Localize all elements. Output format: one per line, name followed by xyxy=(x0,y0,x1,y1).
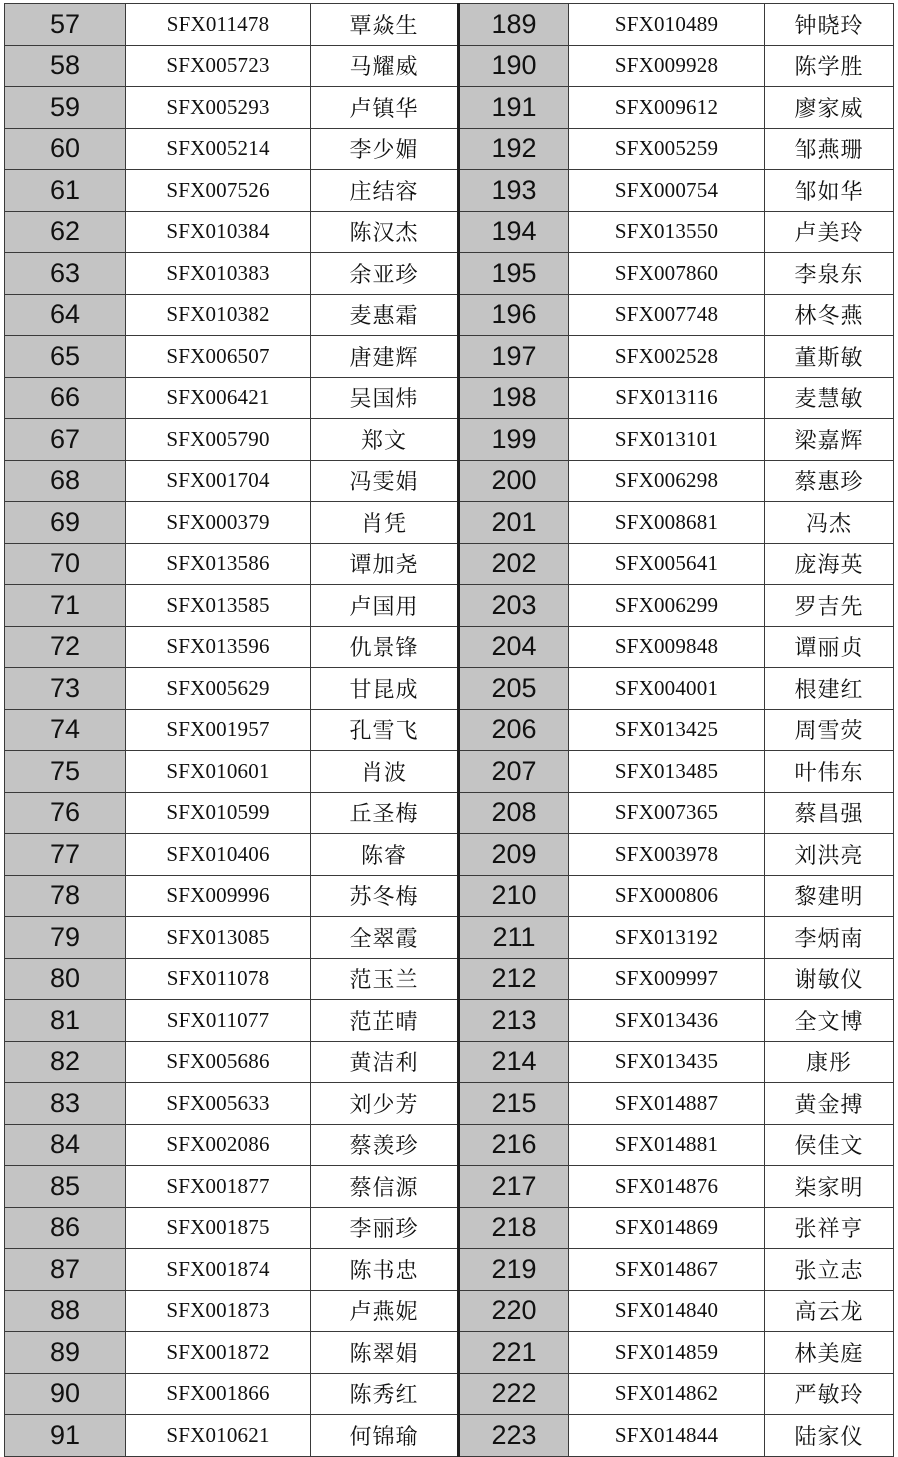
member-code-left: SFX005293 xyxy=(126,87,311,129)
member-name-left: 陈秀红 xyxy=(311,1373,459,1415)
table-row xyxy=(5,626,894,668)
member-name-right: 张祥亨 xyxy=(765,1207,894,1249)
member-name-left: 陈睿 xyxy=(311,834,459,876)
row-number-left: 81 xyxy=(5,1000,126,1042)
member-name-left: 丘圣梅 xyxy=(311,792,459,834)
member-name-left: 唐建辉 xyxy=(311,336,459,378)
member-code-right: SFX014867 xyxy=(569,1249,765,1291)
member-code-left: SFX005790 xyxy=(126,419,311,461)
member-name-left: 余亚珍 xyxy=(311,253,459,295)
member-name-right: 李泉东 xyxy=(765,253,894,295)
table-row xyxy=(5,1332,894,1374)
row-number-right: 207 xyxy=(459,751,569,793)
member-name-right: 根建红 xyxy=(765,668,894,710)
table-row xyxy=(5,668,894,710)
member-name-left: 陈书忠 xyxy=(311,1249,459,1291)
row-number-left: 65 xyxy=(5,336,126,378)
roster-table-body xyxy=(5,4,894,1457)
member-name-right: 梁嘉辉 xyxy=(765,419,894,461)
member-code-right: SFX009612 xyxy=(569,87,765,129)
member-code-right: SFX013425 xyxy=(569,709,765,751)
member-name-left: 孔雪飞 xyxy=(311,709,459,751)
member-code-right: SFX006298 xyxy=(569,460,765,502)
member-code-right: SFX014869 xyxy=(569,1207,765,1249)
member-name-left: 吴国炜 xyxy=(311,377,459,419)
row-number-left: 88 xyxy=(5,1290,126,1332)
member-name-right: 严敏玲 xyxy=(765,1373,894,1415)
member-name-right: 蔡惠珍 xyxy=(765,460,894,502)
member-name-left: 全翠霞 xyxy=(311,917,459,959)
row-number-right: 212 xyxy=(459,958,569,1000)
member-name-right: 谭丽贞 xyxy=(765,626,894,668)
member-name-right: 卢美玲 xyxy=(765,211,894,253)
table-row xyxy=(5,958,894,1000)
member-name-left: 郑文 xyxy=(311,419,459,461)
member-code-left: SFX002086 xyxy=(126,1124,311,1166)
row-number-right: 192 xyxy=(459,128,569,170)
member-code-left: SFX001704 xyxy=(126,460,311,502)
member-code-left: SFX005629 xyxy=(126,668,311,710)
member-code-right: SFX003978 xyxy=(569,834,765,876)
member-code-left: SFX013085 xyxy=(126,917,311,959)
row-number-left: 86 xyxy=(5,1207,126,1249)
member-code-right: SFX007860 xyxy=(569,253,765,295)
member-code-left: SFX010406 xyxy=(126,834,311,876)
member-name-left: 陈翠娟 xyxy=(311,1332,459,1374)
row-number-left: 75 xyxy=(5,751,126,793)
row-number-left: 62 xyxy=(5,211,126,253)
member-name-left: 冯雯娟 xyxy=(311,460,459,502)
row-number-right: 201 xyxy=(459,502,569,544)
member-code-left: SFX011077 xyxy=(126,1000,311,1042)
member-name-right: 钟晓玲 xyxy=(765,4,894,46)
row-number-right: 202 xyxy=(459,543,569,585)
row-number-left: 84 xyxy=(5,1124,126,1166)
member-code-left: SFX010599 xyxy=(126,792,311,834)
member-name-left: 李少媚 xyxy=(311,128,459,170)
table-row xyxy=(5,1249,894,1291)
table-row xyxy=(5,336,894,378)
table-row xyxy=(5,1166,894,1208)
row-number-right: 194 xyxy=(459,211,569,253)
member-name-right: 张立志 xyxy=(765,1249,894,1291)
row-number-right: 204 xyxy=(459,626,569,668)
member-code-left: SFX009996 xyxy=(126,875,311,917)
member-code-left: SFX005633 xyxy=(126,1083,311,1125)
row-number-right: 190 xyxy=(459,45,569,87)
member-name-left: 蔡羡珍 xyxy=(311,1124,459,1166)
table-row xyxy=(5,751,894,793)
member-code-left: SFX011478 xyxy=(126,4,311,46)
member-code-left: SFX010601 xyxy=(126,751,311,793)
member-code-right: SFX000806 xyxy=(569,875,765,917)
table-row xyxy=(5,128,894,170)
member-name-right: 侯佳文 xyxy=(765,1124,894,1166)
row-number-right: 215 xyxy=(459,1083,569,1125)
row-number-left: 70 xyxy=(5,543,126,585)
member-code-left: SFX010384 xyxy=(126,211,311,253)
row-number-right: 195 xyxy=(459,253,569,295)
table-row xyxy=(5,211,894,253)
row-number-right: 220 xyxy=(459,1290,569,1332)
table-row xyxy=(5,294,894,336)
member-name-left: 卢燕妮 xyxy=(311,1290,459,1332)
member-name-left: 肖波 xyxy=(311,751,459,793)
row-number-right: 213 xyxy=(459,1000,569,1042)
table-row xyxy=(5,1290,894,1332)
member-code-right: SFX014840 xyxy=(569,1290,765,1332)
member-code-left: SFX005214 xyxy=(126,128,311,170)
member-name-left: 马耀威 xyxy=(311,45,459,87)
row-number-left: 87 xyxy=(5,1249,126,1291)
member-code-right: SFX009848 xyxy=(569,626,765,668)
member-code-left: SFX001873 xyxy=(126,1290,311,1332)
table-row xyxy=(5,917,894,959)
row-number-right: 214 xyxy=(459,1041,569,1083)
member-name-left: 甘昆成 xyxy=(311,668,459,710)
member-code-right: SFX013550 xyxy=(569,211,765,253)
member-code-right: SFX014887 xyxy=(569,1083,765,1125)
member-code-right: SFX000754 xyxy=(569,170,765,212)
row-number-left: 72 xyxy=(5,626,126,668)
row-number-left: 71 xyxy=(5,585,126,627)
member-name-right: 黄金搏 xyxy=(765,1083,894,1125)
member-code-left: SFX001874 xyxy=(126,1249,311,1291)
row-number-right: 198 xyxy=(459,377,569,419)
member-name-left: 谭加尧 xyxy=(311,543,459,585)
member-code-right: SFX008681 xyxy=(569,502,765,544)
row-number-right: 217 xyxy=(459,1166,569,1208)
table-row xyxy=(5,1207,894,1249)
member-code-right: SFX006299 xyxy=(569,585,765,627)
member-name-left: 麦惠霜 xyxy=(311,294,459,336)
member-code-left: SFX001877 xyxy=(126,1166,311,1208)
row-number-right: 205 xyxy=(459,668,569,710)
member-name-right: 林美庭 xyxy=(765,1332,894,1374)
row-number-right: 191 xyxy=(459,87,569,129)
member-code-left: SFX010383 xyxy=(126,253,311,295)
row-number-left: 85 xyxy=(5,1166,126,1208)
member-name-left: 仇景锋 xyxy=(311,626,459,668)
row-number-left: 69 xyxy=(5,502,126,544)
row-number-right: 203 xyxy=(459,585,569,627)
table-row xyxy=(5,170,894,212)
member-code-right: SFX005641 xyxy=(569,543,765,585)
member-code-left: SFX007526 xyxy=(126,170,311,212)
member-name-right: 康彤 xyxy=(765,1041,894,1083)
member-name-left: 刘少芳 xyxy=(311,1083,459,1125)
table-row xyxy=(5,1373,894,1415)
row-number-left: 59 xyxy=(5,87,126,129)
table-row xyxy=(5,460,894,502)
row-number-left: 83 xyxy=(5,1083,126,1125)
member-code-right: SFX009928 xyxy=(569,45,765,87)
row-number-left: 64 xyxy=(5,294,126,336)
member-code-left: SFX001875 xyxy=(126,1207,311,1249)
member-name-left: 范芷晴 xyxy=(311,1000,459,1042)
table-row xyxy=(5,1041,894,1083)
member-code-left: SFX013586 xyxy=(126,543,311,585)
member-code-right: SFX014862 xyxy=(569,1373,765,1415)
member-name-left: 蔡信源 xyxy=(311,1166,459,1208)
row-number-right: 209 xyxy=(459,834,569,876)
row-number-right: 221 xyxy=(459,1332,569,1374)
member-code-right: SFX014876 xyxy=(569,1166,765,1208)
member-code-right: SFX014859 xyxy=(569,1332,765,1374)
row-number-left: 74 xyxy=(5,709,126,751)
table-row xyxy=(5,792,894,834)
table-row xyxy=(5,419,894,461)
member-name-right: 李炳南 xyxy=(765,917,894,959)
member-name-right: 陆家仪 xyxy=(765,1415,894,1457)
member-name-right: 谢敏仪 xyxy=(765,958,894,1000)
table-row xyxy=(5,585,894,627)
table-row xyxy=(5,87,894,129)
member-code-right: SFX013116 xyxy=(569,377,765,419)
member-code-right: SFX013101 xyxy=(569,419,765,461)
row-number-left: 67 xyxy=(5,419,126,461)
member-name-left: 肖凭 xyxy=(311,502,459,544)
table-row xyxy=(5,1124,894,1166)
row-number-right: 193 xyxy=(459,170,569,212)
member-name-right: 林冬燕 xyxy=(765,294,894,336)
table-row xyxy=(5,709,894,751)
row-number-right: 199 xyxy=(459,419,569,461)
table-row xyxy=(5,875,894,917)
member-name-right: 麦慧敏 xyxy=(765,377,894,419)
member-name-right: 邹如华 xyxy=(765,170,894,212)
row-number-left: 76 xyxy=(5,792,126,834)
member-name-right: 周雪荧 xyxy=(765,709,894,751)
row-number-right: 219 xyxy=(459,1249,569,1291)
table-row xyxy=(5,253,894,295)
table-row xyxy=(5,502,894,544)
member-name-left: 苏冬梅 xyxy=(311,875,459,917)
member-name-right: 董斯敏 xyxy=(765,336,894,378)
row-number-left: 77 xyxy=(5,834,126,876)
member-code-left: SFX006507 xyxy=(126,336,311,378)
member-name-right: 高云龙 xyxy=(765,1290,894,1332)
table-row xyxy=(5,834,894,876)
member-name-left: 庄结容 xyxy=(311,170,459,212)
member-code-left: SFX005686 xyxy=(126,1041,311,1083)
row-number-left: 66 xyxy=(5,377,126,419)
member-code-left: SFX006421 xyxy=(126,377,311,419)
member-code-right: SFX007365 xyxy=(569,792,765,834)
row-number-left: 80 xyxy=(5,958,126,1000)
member-code-right: SFX002528 xyxy=(569,336,765,378)
row-number-right: 223 xyxy=(459,1415,569,1457)
member-name-left: 覃焱生 xyxy=(311,4,459,46)
member-name-right: 柒家明 xyxy=(765,1166,894,1208)
member-code-left: SFX001866 xyxy=(126,1373,311,1415)
row-number-right: 210 xyxy=(459,875,569,917)
member-code-left: SFX000379 xyxy=(126,502,311,544)
row-number-right: 197 xyxy=(459,336,569,378)
member-name-left: 李丽珍 xyxy=(311,1207,459,1249)
row-number-right: 200 xyxy=(459,460,569,502)
member-name-right: 廖家威 xyxy=(765,87,894,129)
member-name-right: 陈学胜 xyxy=(765,45,894,87)
member-code-left: SFX001872 xyxy=(126,1332,311,1374)
row-number-left: 90 xyxy=(5,1373,126,1415)
row-number-right: 196 xyxy=(459,294,569,336)
member-code-left: SFX013585 xyxy=(126,585,311,627)
row-number-right: 218 xyxy=(459,1207,569,1249)
member-code-right: SFX009997 xyxy=(569,958,765,1000)
member-name-right: 蔡昌强 xyxy=(765,792,894,834)
row-number-left: 61 xyxy=(5,170,126,212)
member-name-right: 冯杰 xyxy=(765,502,894,544)
row-number-right: 211 xyxy=(459,917,569,959)
member-code-right: SFX014844 xyxy=(569,1415,765,1457)
table-row xyxy=(5,1415,894,1457)
table-row xyxy=(5,1000,894,1042)
member-code-right: SFX013485 xyxy=(569,751,765,793)
member-name-left: 何锦瑜 xyxy=(311,1415,459,1457)
member-code-right: SFX013192 xyxy=(569,917,765,959)
row-number-right: 222 xyxy=(459,1373,569,1415)
member-name-right: 全文博 xyxy=(765,1000,894,1042)
member-name-left: 陈汉杰 xyxy=(311,211,459,253)
member-code-left: SFX005723 xyxy=(126,45,311,87)
table-row xyxy=(5,4,894,46)
row-number-left: 73 xyxy=(5,668,126,710)
row-number-left: 89 xyxy=(5,1332,126,1374)
row-number-left: 78 xyxy=(5,875,126,917)
row-number-left: 63 xyxy=(5,253,126,295)
row-number-right: 189 xyxy=(459,4,569,46)
member-code-right: SFX004001 xyxy=(569,668,765,710)
row-number-left: 58 xyxy=(5,45,126,87)
table-row xyxy=(5,45,894,87)
row-number-left: 60 xyxy=(5,128,126,170)
row-number-left: 79 xyxy=(5,917,126,959)
table-row xyxy=(5,1083,894,1125)
member-name-right: 邹燕珊 xyxy=(765,128,894,170)
member-name-right: 刘洪亮 xyxy=(765,834,894,876)
member-code-right: SFX010489 xyxy=(569,4,765,46)
member-code-right: SFX013435 xyxy=(569,1041,765,1083)
member-code-right: SFX007748 xyxy=(569,294,765,336)
row-number-left: 82 xyxy=(5,1041,126,1083)
member-code-left: SFX010382 xyxy=(126,294,311,336)
row-number-right: 216 xyxy=(459,1124,569,1166)
row-number-left: 91 xyxy=(5,1415,126,1457)
member-name-left: 范玉兰 xyxy=(311,958,459,1000)
member-name-right: 叶伟东 xyxy=(765,751,894,793)
table-row xyxy=(5,543,894,585)
member-code-left: SFX010621 xyxy=(126,1415,311,1457)
table-row xyxy=(5,377,894,419)
row-number-left: 57 xyxy=(5,4,126,46)
member-code-right: SFX005259 xyxy=(569,128,765,170)
member-name-left: 黄洁利 xyxy=(311,1041,459,1083)
member-name-left: 卢镇华 xyxy=(311,87,459,129)
member-code-left: SFX001957 xyxy=(126,709,311,751)
row-number-right: 208 xyxy=(459,792,569,834)
row-number-right: 206 xyxy=(459,709,569,751)
member-name-right: 黎建明 xyxy=(765,875,894,917)
member-code-left: SFX011078 xyxy=(126,958,311,1000)
row-number-left: 68 xyxy=(5,460,126,502)
roster-table xyxy=(4,3,894,1457)
member-code-right: SFX013436 xyxy=(569,1000,765,1042)
member-code-left: SFX013596 xyxy=(126,626,311,668)
member-code-right: SFX014881 xyxy=(569,1124,765,1166)
member-name-right: 罗吉先 xyxy=(765,585,894,627)
member-name-left: 卢国用 xyxy=(311,585,459,627)
member-name-right: 庞海英 xyxy=(765,543,894,585)
